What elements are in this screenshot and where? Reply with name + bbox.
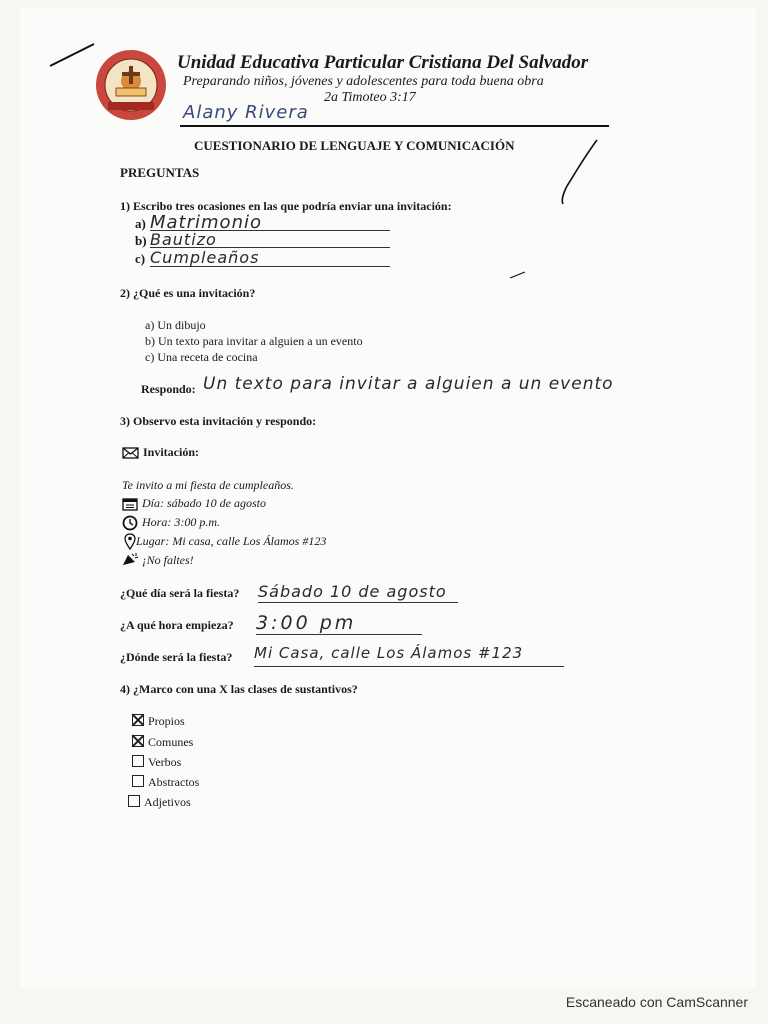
school-seal-logo [94,48,168,122]
q3a-answer: Sábado 10 de agosto [258,582,447,601]
q4-option-label: Verbos [148,755,182,769]
clock-icon [122,515,138,531]
q2-option-a: a) Un dibujo [145,318,206,332]
q2-respond-label: Respondo: [141,382,196,396]
checkbox-propios[interactable] [132,714,144,726]
q4-option-verbos[interactable] [132,755,181,770]
q3b-answer-line[interactable] [256,612,422,635]
q4-question: 4) ¿Marco con una X las clases de sustantivos? [120,682,358,696]
q4-option-label: Abstractos [148,775,200,789]
q3b-label: ¿A qué hora empieza? [120,618,234,632]
invitation-intro: Te invito a mi fiesta de cumpleaños. [122,478,294,492]
party-icon [122,552,140,566]
q2-option-b: b) Un texto para invitar a alguien a un evento [145,334,363,348]
invitation-closing: ¡No faltes! [142,553,194,567]
q3a-answer-line[interactable] [258,582,458,603]
pen-mark [48,40,98,70]
q2-answer-field[interactable] [203,374,643,398]
invitation-place: Lugar: Mi casa, calle Los Álamos #123 [136,534,327,548]
stray-dash-mark [508,270,528,280]
q1-letter-c: c) [135,251,146,266]
q4-option-propios[interactable] [132,714,185,729]
section-label: PREGUNTAS [120,165,200,180]
q1-letter-a: a) [135,216,146,231]
q1-answer-line-b[interactable] [150,230,390,248]
q2-option-c: c) Una receta de cocina [145,350,258,364]
q4-option-comunes[interactable] [132,735,193,750]
location-pin-icon [123,533,137,550]
q1-answer-a: Matrimonio [150,212,262,233]
q4-option-abstractos[interactable] [132,775,199,790]
checkbox-verbos[interactable] [132,755,144,767]
school-name: Unidad Educativa Particular Cristiana Del Salvador [177,52,589,73]
q4-option-label: Propios [148,714,185,728]
bible-verse: 2a Timoteo 3:17 [324,90,416,105]
student-name: Alany Rivera [183,102,309,123]
header-rule [180,125,609,127]
q3a-label: ¿Qué día será la fiesta? [120,586,240,600]
q3c-label: ¿Dónde será la fiesta? [120,650,233,664]
checkbox-comunes[interactable] [132,735,144,747]
worksheet-title: CUESTIONARIO DE LENGUAJE Y COMUNICACIÓN [194,138,515,153]
q2-question: 2) ¿Qué es una invitación? [120,286,256,300]
invitation-label: Invitación: [143,445,200,459]
invitation-time: Hora: 3:00 p.m. [142,515,220,529]
q4-option-label: Adjetivos [144,795,191,809]
invitation-day: Día: sábado 10 de agosto [142,496,266,510]
q3c-answer: Mi Casa, calle Los Álamos #123 [254,644,524,662]
q1-question: 1) Escribo tres ocasiones en las que podría enviar una invitación: [120,199,452,213]
school-motto: Preparando niños, jóvenes y adolescentes para toda buena obra [183,74,544,89]
envelope-icon [122,446,139,460]
q1-answer-b: Bautizo [150,230,217,249]
q4-option-label: Comunes [148,735,194,749]
q1-answer-line-a[interactable] [150,212,390,231]
q3c-answer-line[interactable] [254,644,564,667]
teacher-check-mark [555,136,605,208]
q2-answer: Un texto para invitar a alguien a un evento [203,374,614,394]
camscanner-watermark: Escaneado con CamScanner [565,994,748,1010]
q1-answer-line-c[interactable] [150,248,390,267]
q1-letter-b: b) [135,233,147,248]
checkbox-adjetivos[interactable] [128,795,140,807]
q3b-answer: 3:00 pm [256,612,357,634]
worksheet-page [20,8,756,988]
q3-question: 3) Observo esta invitación y respondo: [120,414,317,428]
calendar-icon [122,497,138,511]
q4-option-adjetivos[interactable] [128,795,191,810]
checkbox-abstractos[interactable] [132,775,144,787]
q1-answer-c: Cumpleaños [150,248,260,267]
